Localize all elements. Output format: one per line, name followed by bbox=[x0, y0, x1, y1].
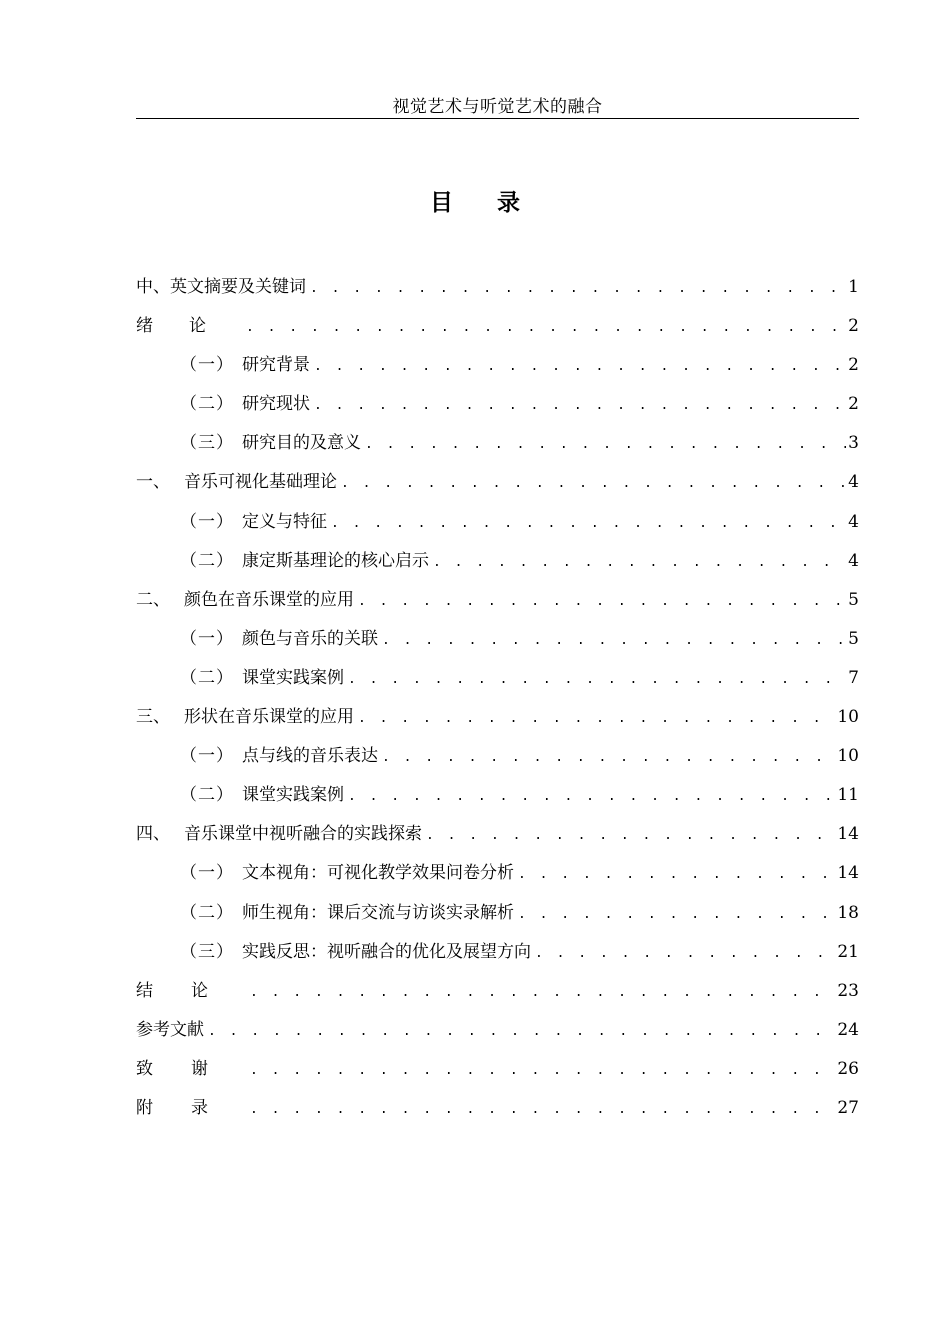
toc-entry-label: 课堂实践案例 bbox=[242, 667, 344, 688]
toc-entry-label: 颜色在音乐课堂的应用 bbox=[184, 589, 354, 610]
toc-entry-number: （三） bbox=[180, 433, 234, 454]
running-header: 视觉艺术与听觉艺术的融合 bbox=[392, 97, 603, 117]
toc-entry-3-2[interactable] bbox=[136, 776, 859, 815]
toc-entry-number: （一） bbox=[180, 511, 234, 532]
toc-entry-chapter-1[interactable] bbox=[136, 463, 859, 502]
toc-page-number: 2 bbox=[848, 355, 859, 376]
header-rule bbox=[136, 118, 859, 119]
toc-entry-chapter-3[interactable] bbox=[136, 698, 859, 737]
toc-entry-number: 三、 bbox=[136, 707, 170, 728]
toc-page-number: 24 bbox=[837, 1019, 859, 1040]
toc-entry-abstract[interactable] bbox=[136, 268, 859, 307]
toc-entry-number: （二） bbox=[180, 550, 234, 571]
toc-entry-references[interactable] bbox=[136, 1011, 859, 1050]
toc-page-number: 27 bbox=[837, 1097, 859, 1118]
toc-page-number: 4 bbox=[848, 511, 859, 532]
toc-entry-label: 颜色与音乐的关联 bbox=[242, 628, 378, 649]
toc-entry-label: 参考文献 bbox=[136, 1019, 204, 1040]
toc-entry-label: 实践反思：视听融合的优化及展望方向 bbox=[242, 941, 531, 962]
dot-leader bbox=[348, 777, 835, 815]
toc-entry-label: 康定斯基理论的核心启示 bbox=[242, 550, 429, 571]
toc-entry-label: 研究背景 bbox=[242, 355, 310, 376]
toc-entry-label: 音乐课堂中视听融合的实践探索 bbox=[184, 824, 422, 845]
toc-entry-2-2[interactable] bbox=[136, 659, 859, 698]
toc-entry-label: 形状在音乐课堂的应用 bbox=[184, 707, 354, 728]
toc-entry-label: 音乐可视化基础理论 bbox=[184, 472, 337, 493]
toc-entry-research-purpose[interactable] bbox=[136, 424, 859, 463]
toc-entry-chapter-2[interactable] bbox=[136, 581, 859, 620]
toc-entry-label: 师生视角：课后交流与访谈实录解析 bbox=[242, 902, 514, 923]
toc-page-number: 4 bbox=[848, 550, 859, 571]
table-of-contents bbox=[136, 268, 859, 1128]
toc-entry-number: （一） bbox=[180, 863, 234, 884]
toc-page-number: 14 bbox=[837, 863, 859, 884]
dot-leader bbox=[433, 543, 846, 581]
toc-entry-label: 课堂实践案例 bbox=[242, 785, 344, 806]
toc-entry-1-1[interactable] bbox=[136, 503, 859, 542]
toc-entry-label: 中、英文摘要及关键词 bbox=[136, 277, 306, 297]
dot-leader bbox=[341, 464, 846, 502]
toc-entry-conclusion[interactable] bbox=[136, 972, 859, 1011]
toc-page-number: 10 bbox=[837, 746, 859, 767]
toc-entry-number: （二） bbox=[180, 667, 234, 688]
dot-leader bbox=[250, 1051, 835, 1089]
toc-page-number: 3 bbox=[848, 433, 859, 454]
toc-page-number: 7 bbox=[848, 667, 859, 688]
dot-leader bbox=[518, 895, 835, 933]
toc-page-number: 21 bbox=[837, 941, 859, 962]
toc-entry-1-2[interactable] bbox=[136, 542, 859, 581]
toc-page-number: 18 bbox=[837, 902, 859, 923]
toc-entry-acknowledgements[interactable] bbox=[136, 1050, 859, 1089]
toc-entry-number: 二、 bbox=[136, 589, 170, 610]
toc-entry-number: （一） bbox=[180, 746, 234, 767]
toc-entry-appendix[interactable] bbox=[136, 1089, 859, 1128]
dot-leader bbox=[331, 504, 846, 542]
toc-title: 目录 bbox=[430, 189, 564, 216]
dot-leader bbox=[426, 816, 835, 854]
toc-page-number: 5 bbox=[848, 589, 859, 610]
toc-entry-research-status[interactable] bbox=[136, 385, 859, 424]
toc-entry-label: 研究现状 bbox=[242, 394, 310, 415]
toc-entry-research-background[interactable] bbox=[136, 346, 859, 385]
toc-page-number: 14 bbox=[837, 824, 859, 845]
toc-page-number: 1 bbox=[848, 277, 859, 297]
toc-entry-number: （二） bbox=[180, 785, 234, 806]
toc-entry-4-2[interactable] bbox=[136, 894, 859, 933]
dot-leader bbox=[246, 308, 846, 346]
toc-entry-label: 研究目的及意义 bbox=[242, 433, 361, 454]
toc-entry-number: 四、 bbox=[136, 824, 170, 845]
toc-page-number: 23 bbox=[837, 980, 859, 1001]
toc-page-number: 4 bbox=[848, 472, 859, 493]
toc-entry-chapter-4[interactable] bbox=[136, 815, 859, 854]
dot-leader bbox=[358, 582, 846, 620]
toc-page-number: 2 bbox=[848, 316, 859, 337]
toc-entry-label: 点与线的音乐表达 bbox=[242, 746, 378, 767]
toc-entry-label: 文本视角：可视化教学效果问卷分析 bbox=[242, 863, 514, 884]
toc-page-number: 11 bbox=[837, 785, 859, 806]
dot-leader bbox=[310, 269, 846, 307]
dot-leader bbox=[250, 973, 835, 1011]
dot-leader bbox=[358, 699, 835, 737]
dot-leader bbox=[382, 621, 846, 659]
dot-leader bbox=[535, 934, 835, 972]
toc-entry-introduction[interactable] bbox=[136, 307, 859, 346]
dot-leader bbox=[518, 855, 835, 893]
toc-entry-4-1[interactable] bbox=[136, 854, 859, 893]
toc-entry-label: 附录 bbox=[136, 1097, 246, 1118]
dot-leader bbox=[314, 386, 846, 424]
toc-entry-number: （三） bbox=[180, 941, 234, 962]
dot-leader bbox=[382, 738, 835, 776]
toc-page-number: 26 bbox=[837, 1058, 859, 1079]
toc-entry-label: 定义与特征 bbox=[242, 511, 327, 532]
toc-entry-number: （一） bbox=[180, 628, 234, 649]
toc-entry-number: （二） bbox=[180, 394, 234, 415]
toc-entry-number: （一） bbox=[180, 355, 234, 376]
toc-entry-4-3[interactable] bbox=[136, 933, 859, 972]
dot-leader bbox=[250, 1090, 835, 1128]
toc-entry-label: 致谢 bbox=[136, 1058, 246, 1079]
toc-entry-number: （二） bbox=[180, 902, 234, 923]
dot-leader bbox=[348, 660, 846, 698]
dot-leader bbox=[208, 1012, 835, 1050]
toc-page-number: 10 bbox=[837, 707, 859, 728]
toc-entry-label: 绪论 bbox=[136, 316, 242, 337]
toc-entry-number: 一、 bbox=[136, 472, 170, 493]
toc-entry-label: 结论 bbox=[136, 980, 246, 1001]
toc-page-number: 2 bbox=[848, 394, 859, 415]
dot-leader bbox=[314, 347, 846, 385]
toc-page-number: 5 bbox=[848, 628, 859, 649]
toc-entry-3-1[interactable] bbox=[136, 737, 859, 776]
toc-entry-2-1[interactable] bbox=[136, 620, 859, 659]
dot-leader bbox=[365, 425, 846, 463]
